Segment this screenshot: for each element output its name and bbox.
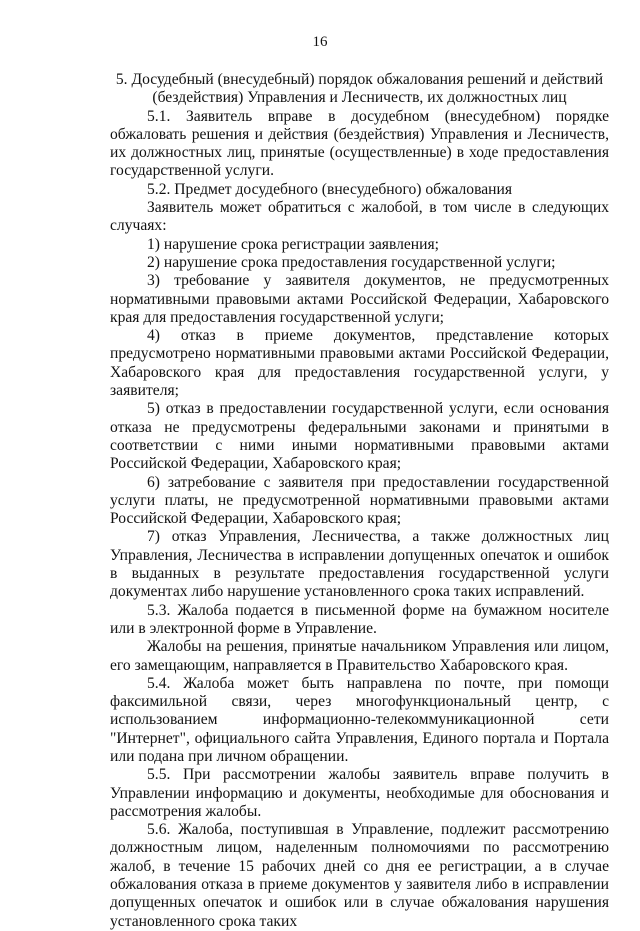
- paragraph-5-1: 5.1. Заявитель вправе в досудебном (внесудебном) порядке обжаловать решения и действия (бездействия) Управления и Лесничеств, их должностных лиц, принятые (осуществленные) в ходе предоставления государственной услуги.: [110, 107, 609, 180]
- list-item-3: 3) требование у заявителя документов, не предусмотренных нормативными правовыми актами Российской Федерации, Хабаровского края для предоставления государственной услуги;: [110, 272, 609, 326]
- paragraph-5-3: 5.3. Жалоба подается в письменной форме на бумажном носителе или в электронной форме в Управление.: [110, 601, 609, 637]
- paragraph-5-6: 5.6. Жалоба, поступившая в Управление, подлежит рассмотрению должностным лицом, наделенным полномочиями по рассмотрению жалоб, в течение 15 рабочих дней со дня ее регистрации, а в случае обжалования отказа в приеме документов у заявителя либо в исправлении допущенных опечаток и ошибок или в случае обжалования нарушения установленного срока таких: [110, 821, 609, 930]
- document-body: [110, 71, 609, 931]
- section-heading: 5. Досудебный (внесудебный) порядок обжалования решений и действий (бездействия) Управления и Лесничеств, их должностных лиц: [115, 71, 604, 107]
- paragraph-cases-intro: Заявитель может обратиться с жалобой, в том числе в следующих случаях:: [110, 199, 609, 235]
- paragraph-5-5: 5.5. При рассмотрении жалобы заявитель вправе получить в Управлении информацию и документы, необходимые для обоснования и рассмотрения жалобы.: [110, 766, 609, 820]
- list-item-4: 4) отказ в приеме документов, представление которых предусмотрено нормативными правовыми актами Российской Федерации, Хабаровского края для предоставления государственной услуги, у заявителя;: [110, 327, 609, 400]
- paragraph-5-4: 5.4. Жалоба может быть направлена по почте, при помощи факсимильной связи, через многофункциональный центр, с использованием информационно-телекоммуникационной сети "Интернет", официального сайта Управления, Единого портала и Портала или подана при личном обращении.: [110, 674, 609, 765]
- paragraph-5-3-complaints: Жалобы на решения, принятые начальником Управления или лицом, его замещающим, направляется в Правительство Хабаровского края.: [110, 638, 609, 674]
- list-item-7: 7) отказ Управления, Лесничества, а также должностных лиц Управления, Лесничества в исправлении допущенных опечаток и ошибок в выданных в результате предоставления государственной услуги документах либо нарушение установленного срока таких исправлений.: [110, 528, 609, 601]
- list-item-5: 5) отказ в предоставлении государственной услуги, если основания отказа не предусмотрены федеральными законами и принятыми в соответствии с ними иными нормативными правовыми актами Российской Федерации, Хабаровского края;: [110, 400, 609, 473]
- list-item-6: 6) затребование с заявителя при предоставлении государственной услуги платы, не предусмотренной нормативными правовыми актами Российской Федерации, Хабаровского края;: [110, 473, 609, 528]
- page-number: 16: [312, 34, 328, 50]
- list-item-1: 1) нарушение срока регистрации заявления;: [147, 235, 440, 253]
- paragraph-5-2: 5.2. Предмет досудебного (внесудебного) обжалования: [147, 180, 513, 198]
- list-item-2: 2) нарушение срока предоставления государственной услуги;: [147, 253, 556, 271]
